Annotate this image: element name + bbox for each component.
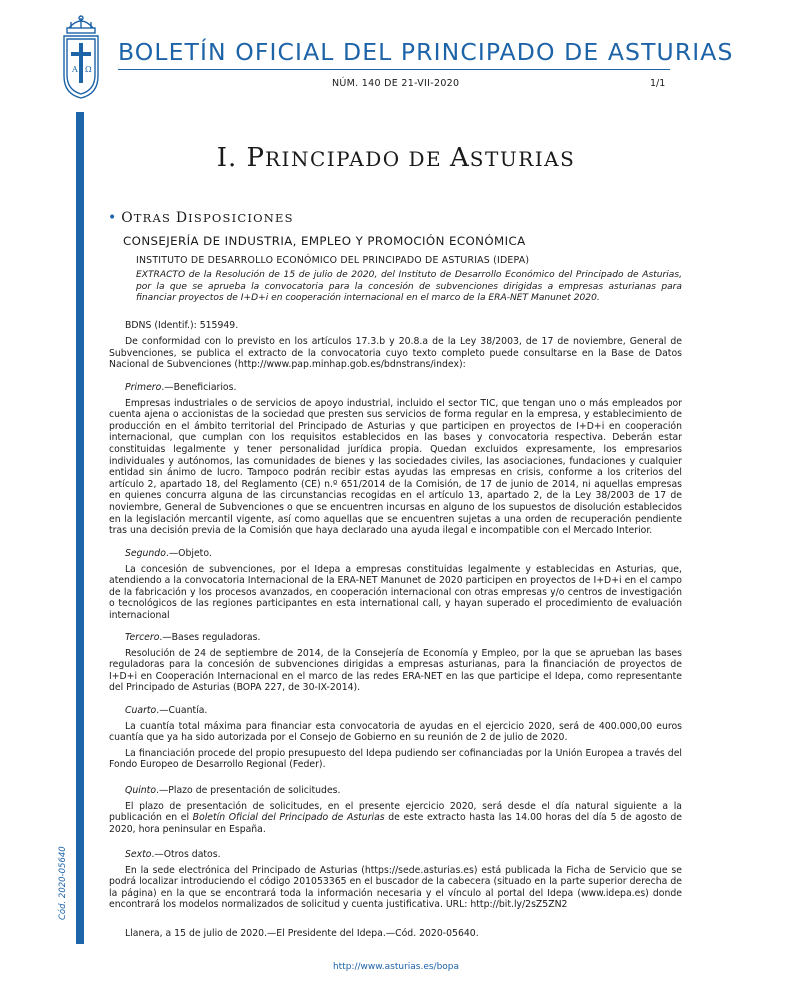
issue-number: NÚM. 140 DE 21-VII-2020 [332, 78, 460, 89]
section-title: I. PRINCIPADO DE ASTURIAS [216, 143, 576, 173]
section-body: La concesión de subvenciones, por el Idepa a empresas constituidas legalmente y establecidas en Asturias, que, atendiendo a la convocatoria Internacional de la ERA-NET Manunet de 2020 participen en proyectos de I+D+i en el campo de la fabricación y los procesos avanzados, en cooperación internacional con otras empresas y/o centros de investigación o tecnológicos de las regiones participantes en esta international call, y hayan superado el procedimiento de evaluación internacional [109, 563, 682, 621]
header-divider [118, 69, 670, 70]
section-quinto [109, 785, 682, 835]
section-sexto [109, 849, 682, 911]
svg-text:Ω: Ω [85, 65, 92, 74]
section-body: La cuantía total máxima para financiar esta convocatoria de ayudas en el ejercicio 2020, será de 400.000,00 euros cuantía que ya ha sido autorizada por el Consejo de Gobierno en su reunión de 2 de julio de 2020. [109, 720, 682, 744]
section-cuarto [109, 705, 682, 771]
svg-text:A: A [72, 65, 78, 74]
section-heading: Cuarto.—Cuantía. [125, 705, 208, 716]
section-segundo [109, 548, 682, 622]
bullet-icon: • [108, 210, 118, 226]
document-code: Cód. 2020-05640 [58, 846, 68, 920]
institute-heading: INSTITUTO DE DESARROLLO ECONÓMICO DEL PRINCIPADO DE ASTURIAS (IDEPA) [136, 255, 530, 266]
asturias-coat-of-arms-icon [56, 14, 106, 100]
section-body: Empresas industriales o de servicios de apoyo industrial, incluido el sector TIC, que tengan uno o más empleados por cuenta ajena o accionistas de la sociedad que presten sus servicios de forma regular en la empresa, y establecimiento de producción en el ámbito territorial del Principado de Asturias y que participen en proyectos de I+D+i en cooperación internacional, que cumplan con los requisitos establecidos en las bases y convocatoria respectiva. Deberán estar constituidas legalmente y tener personalidad jurídica propia. Quedan excluidos expresamente, los empresarios individuales y autónomos, las comunidades de bienes y las sociedades civiles, las asociaciones, fundaciones y cualquier entidad sin ánimo de lucro. Tampoco podrán recibir estas ayudas las empresas en crisis, conforme a los criterios del artículo 2, apartado 18, del Reglamento (CE) n.º 651/2014 de la Comisión, de 17 de junio de 2014, ni aquellas empresas en quienes concurra alguna de las circunstancias recogidas en el artículo 13, apartado 2, de la Ley 38/2003 de 17 de noviembre, General de Subvenciones o que se encuentren incursas en alguno de los supuestos de disolución establecidos en la legislación mercantil vigente, así como aquellas que se encuentren sujetas a una orden de recuperación pendiente tras una decisión previa de la Comisión que haya declarado una ayuda ilegal e incompatible con el Mercado Interior. [109, 397, 682, 537]
section-heading: Tercero.—Bases reguladoras. [125, 632, 261, 643]
section-primero [109, 382, 682, 537]
bdns-identifier: BDNS (Identif.): 515949. [125, 320, 239, 331]
section-heading: Segundo.—Objeto. [125, 548, 212, 559]
ministry-heading: CONSEJERÍA DE INDUSTRIA, EMPLEO Y PROMOCIÓN ECONÓMICA [123, 234, 526, 248]
section-heading: Quinto.—Plazo de presentación de solicitudes. [125, 785, 341, 796]
journal-title: BOLETÍN OFICIAL DEL PRINCIPADO DE ASTURIAS [118, 38, 734, 66]
section-body: En la sede electrónica del Principado de Asturias (https://sede.asturias.es) está publicada la Ficha de Servicio que se podrá localizar introduciendo el código 201053365 en el buscador de la cabecera (situado en la parte superior derecha de la página) en la que se encontrará toda la información necesaria y el vínculo al portal del Idepa (www.idepa.es) donde encontrará los modelos normalizados de solicitud y cuenta justificativa. URL: http://bit.ly/2sZ5ZN2 [109, 864, 682, 911]
extract-summary: EXTRACTO de la Resolución de 15 de julio de 2020, del Instituto de Desarrollo Económico del Principado de Asturias, por la que se aprueba la convocatoria para la concesión de subvenciones dirigidas a empresas asturianas para financiar proyectos de I+D+i en cooperación internacional en el marco de la ERA-NET Manunet 2020. [136, 270, 682, 303]
page-number: 1/1 [650, 78, 666, 89]
subsection-title: • OTRAS DISPOSICIONES [108, 210, 294, 226]
margin-bar [76, 112, 84, 944]
intro-paragraph: De conformidad con lo previsto en los artículos 17.3.b y 20.8.a de la Ley 38/2003, de 17 de noviembre, General de Subvenciones, se publica el extracto de la convocatoria cuyo texto completo puede consultarse en la Base de Datos Nacional de Subvenciones (http://www.pap.minhap.gob.es/bdnstrans/index): [109, 336, 682, 371]
section-body: Resolución de 24 de septiembre de 2014, de la Consejería de Economía y Empleo, por la que se aprueban las bases reguladoras para la concesión de subvenciones dirigidas a empresas asturianas, para la financiación de proyectos de I+D+i en Cooperación Internacional en el marco de las redes ERA-NET en las que participe el Idepa, como representante del Principado de Asturias (BOPA 227, de 30-IX-2014). [109, 647, 682, 694]
section-body: El plazo de presentación de solicitudes, en el presente ejercicio 2020, será desde el día natural siguiente a la publicación en el Boletín Oficial del Principado de Asturias de este extracto hasta las 14.00 horas del día 5 de agosto de 2020, hora peninsular en España. [109, 800, 682, 835]
section-tercero [109, 632, 682, 694]
signature: Llanera, a 15 de julio de 2020.—El Presidente del Idepa.—Cód. 2020-05640. [125, 928, 479, 939]
section-heading: Primero.—Beneficiarios. [125, 382, 237, 393]
footer-link[interactable]: http://www.asturias.es/bopa [332, 962, 460, 972]
section-heading: Sexto.—Otros datos. [125, 849, 221, 860]
section-body: La financiación procede del propio presupuesto del Idepa pudiendo ser cofinanciadas por la Unión Europea a través del Fondo Europeo de Desarrollo Regional (Feder). [109, 747, 682, 771]
